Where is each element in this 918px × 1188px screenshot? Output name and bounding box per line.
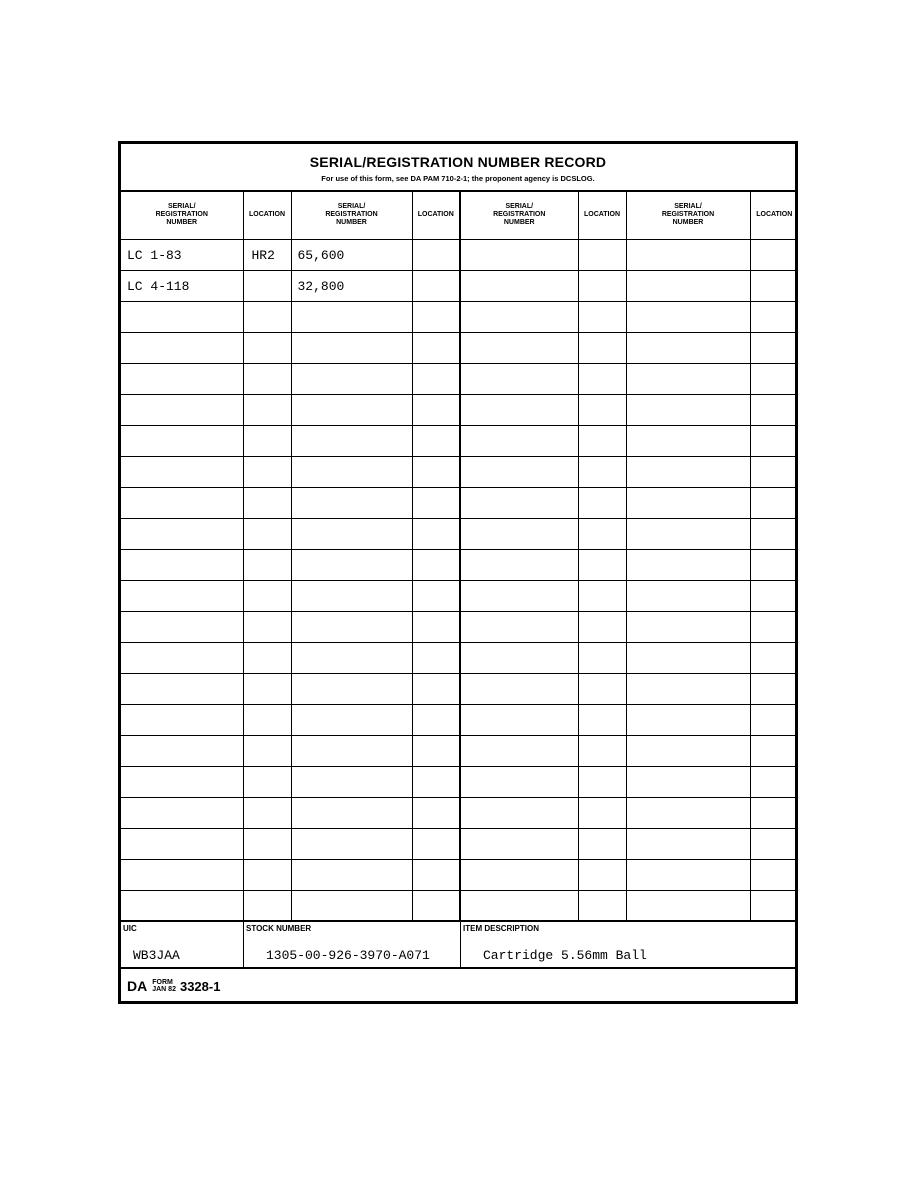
- location-cell[interactable]: [750, 395, 798, 426]
- serial-cell[interactable]: [121, 426, 243, 457]
- serial-cell[interactable]: [626, 860, 750, 891]
- serial-cell[interactable]: [291, 333, 412, 364]
- serial-cell[interactable]: [626, 395, 750, 426]
- table-row: [121, 674, 798, 705]
- serial-cell[interactable]: [291, 457, 412, 488]
- stock-number-field[interactable]: 1305-00-926-3970-A071: [266, 948, 430, 963]
- serial-cell[interactable]: [460, 829, 578, 860]
- table-row: [121, 860, 798, 891]
- table-row: [121, 612, 798, 643]
- location-cell[interactable]: [750, 705, 798, 736]
- location-cell[interactable]: [750, 426, 798, 457]
- table-row: [121, 891, 798, 922]
- location-cell[interactable]: [243, 581, 291, 612]
- uic-field[interactable]: WB3JAA: [133, 948, 180, 963]
- location-cell[interactable]: [578, 457, 626, 488]
- location-cell[interactable]: [243, 333, 291, 364]
- location-cell[interactable]: [243, 302, 291, 333]
- serial-cell[interactable]: [460, 302, 578, 333]
- serial-cell[interactable]: [626, 302, 750, 333]
- serial-cell[interactable]: [121, 736, 243, 767]
- location-cell[interactable]: [412, 488, 460, 519]
- serial-cell[interactable]: [121, 798, 243, 829]
- header-row: [121, 191, 798, 240]
- location-cell[interactable]: [243, 519, 291, 550]
- location-cell[interactable]: [750, 829, 798, 860]
- location-cell[interactable]: [578, 426, 626, 457]
- location-cell[interactable]: [412, 705, 460, 736]
- record-table: [121, 190, 798, 922]
- uic-block: [121, 922, 243, 967]
- location-cell[interactable]: [750, 674, 798, 705]
- table-row: [121, 240, 798, 271]
- serial-cell[interactable]: [626, 426, 750, 457]
- serial-cell[interactable]: [626, 736, 750, 767]
- location-cell[interactable]: [578, 519, 626, 550]
- location-cell[interactable]: [412, 581, 460, 612]
- location-header: LOCATION: [243, 191, 291, 240]
- form-header: [121, 144, 795, 192]
- serial-cell[interactable]: [460, 488, 578, 519]
- serial-cell[interactable]: [121, 519, 243, 550]
- location-cell[interactable]: [243, 271, 291, 302]
- location-cell[interactable]: [750, 736, 798, 767]
- location-cell[interactable]: [412, 519, 460, 550]
- serial-cell[interactable]: [460, 550, 578, 581]
- location-cell[interactable]: [750, 643, 798, 674]
- stock-number-block: [243, 922, 460, 967]
- serial-cell[interactable]: [121, 302, 243, 333]
- serial-cell[interactable]: [291, 829, 412, 860]
- location-cell[interactable]: [412, 891, 460, 922]
- item-description-field[interactable]: Cartridge 5.56mm Ball: [483, 948, 647, 963]
- location-cell[interactable]: [750, 891, 798, 922]
- location-cell[interactable]: [412, 240, 460, 271]
- location-cell[interactable]: [578, 581, 626, 612]
- location-cell[interactable]: [412, 612, 460, 643]
- location-cell[interactable]: [750, 581, 798, 612]
- serial-cell[interactable]: [291, 736, 412, 767]
- form-subtitle: For use of this form, see DA PAM 710-2-1; the proponent agency is DCSLOG.: [321, 174, 595, 183]
- location-cell[interactable]: [750, 457, 798, 488]
- serial-cell[interactable]: [460, 891, 578, 922]
- serial-cell[interactable]: [291, 674, 412, 705]
- serial-cell[interactable]: [626, 643, 750, 674]
- serial-cell[interactable]: [460, 457, 578, 488]
- serial-header: SERIAL/ REGISTRATION NUMBER: [626, 191, 750, 240]
- serial-cell[interactable]: [626, 612, 750, 643]
- serial-cell[interactable]: [626, 364, 750, 395]
- location-cell[interactable]: [412, 829, 460, 860]
- serial-header: SERIAL/ REGISTRATION NUMBER: [291, 191, 412, 240]
- serial-cell[interactable]: [626, 240, 750, 271]
- serial-cell[interactable]: [460, 643, 578, 674]
- form-number: [127, 976, 220, 996]
- location-cell[interactable]: [243, 550, 291, 581]
- serial-cell[interactable]: [291, 891, 412, 922]
- form-date: JAN 82: [152, 986, 176, 993]
- table-row: [121, 271, 798, 302]
- serial-cell[interactable]: [291, 767, 412, 798]
- location-header: LOCATION: [412, 191, 460, 240]
- serial-cell[interactable]: [460, 395, 578, 426]
- serial-cell[interactable]: [626, 550, 750, 581]
- item-description-label: ITEM DESCRIPTION: [463, 924, 540, 933]
- serial-cell[interactable]: [291, 519, 412, 550]
- serial-cell[interactable]: [121, 891, 243, 922]
- location-cell[interactable]: [578, 767, 626, 798]
- serial-cell[interactable]: [626, 333, 750, 364]
- serial-cell[interactable]: [626, 581, 750, 612]
- serial-cell[interactable]: [626, 829, 750, 860]
- location-cell[interactable]: [412, 674, 460, 705]
- table-row: [121, 550, 798, 581]
- serial-cell[interactable]: [121, 364, 243, 395]
- location-cell[interactable]: [412, 798, 460, 829]
- location-cell[interactable]: [750, 271, 798, 302]
- location-cell[interactable]: [578, 643, 626, 674]
- location-cell[interactable]: [412, 860, 460, 891]
- location-cell[interactable]: [243, 767, 291, 798]
- location-cell[interactable]: [243, 364, 291, 395]
- serial-cell[interactable]: [460, 271, 578, 302]
- form-id-number: 3328-1: [179, 978, 221, 994]
- serial-cell[interactable]: [291, 550, 412, 581]
- location-cell[interactable]: HR2: [243, 240, 291, 271]
- serial-cell[interactable]: [291, 860, 412, 891]
- serial-cell[interactable]: [291, 643, 412, 674]
- location-cell[interactable]: [750, 302, 798, 333]
- table-row: [121, 519, 798, 550]
- location-cell[interactable]: [243, 705, 291, 736]
- table-row: [121, 488, 798, 519]
- serial-cell[interactable]: [626, 674, 750, 705]
- table-row: [121, 302, 798, 333]
- location-cell[interactable]: [412, 550, 460, 581]
- serial-cell[interactable]: [121, 674, 243, 705]
- serial-registration-form: [118, 141, 798, 1004]
- location-header: LOCATION: [578, 191, 626, 240]
- serial-cell[interactable]: [291, 426, 412, 457]
- location-cell[interactable]: [243, 860, 291, 891]
- serial-cell[interactable]: [626, 519, 750, 550]
- serial-cell[interactable]: [626, 705, 750, 736]
- location-cell[interactable]: [243, 891, 291, 922]
- location-header: LOCATION: [750, 191, 798, 240]
- location-cell[interactable]: [578, 798, 626, 829]
- serial-cell[interactable]: [291, 612, 412, 643]
- location-cell[interactable]: [412, 767, 460, 798]
- serial-cell[interactable]: [460, 860, 578, 891]
- location-cell[interactable]: [750, 767, 798, 798]
- location-cell[interactable]: [578, 271, 626, 302]
- serial-cell[interactable]: [121, 333, 243, 364]
- serial-cell[interactable]: [291, 302, 412, 333]
- location-cell[interactable]: [578, 612, 626, 643]
- serial-cell[interactable]: [626, 891, 750, 922]
- location-cell[interactable]: [578, 364, 626, 395]
- serial-cell[interactable]: [460, 519, 578, 550]
- location-cell[interactable]: [578, 860, 626, 891]
- serial-cell[interactable]: [460, 767, 578, 798]
- form-word: FORM: [152, 979, 173, 986]
- location-cell[interactable]: [578, 302, 626, 333]
- serial-cell[interactable]: [460, 705, 578, 736]
- table-row: [121, 333, 798, 364]
- serial-cell[interactable]: [121, 488, 243, 519]
- table-row: [121, 457, 798, 488]
- serial-cell[interactable]: [291, 364, 412, 395]
- location-cell[interactable]: [412, 736, 460, 767]
- serial-header: SERIAL/ REGISTRATION NUMBER: [121, 191, 243, 240]
- item-description-block: [460, 922, 798, 967]
- location-cell[interactable]: [578, 395, 626, 426]
- serial-cell[interactable]: LC 1-83: [121, 240, 243, 271]
- uic-label: UIC: [123, 924, 137, 933]
- location-cell[interactable]: [578, 736, 626, 767]
- serial-cell[interactable]: [121, 643, 243, 674]
- record-body: [121, 240, 798, 922]
- serial-cell[interactable]: [460, 364, 578, 395]
- da-mark: DA: [127, 978, 148, 994]
- serial-cell[interactable]: [121, 767, 243, 798]
- location-cell[interactable]: [243, 426, 291, 457]
- location-cell[interactable]: [412, 395, 460, 426]
- table-row: [121, 829, 798, 860]
- location-cell[interactable]: [750, 364, 798, 395]
- form-title: SERIAL/REGISTRATION NUMBER RECORD: [309, 154, 607, 170]
- location-cell[interactable]: [750, 612, 798, 643]
- location-cell[interactable]: [243, 457, 291, 488]
- location-cell[interactable]: [750, 488, 798, 519]
- serial-cell[interactable]: LC 4-118: [121, 271, 243, 302]
- serial-cell[interactable]: [121, 581, 243, 612]
- serial-cell[interactable]: [291, 488, 412, 519]
- location-cell[interactable]: [243, 395, 291, 426]
- location-cell[interactable]: [750, 860, 798, 891]
- serial-cell[interactable]: [626, 457, 750, 488]
- location-cell[interactable]: [578, 240, 626, 271]
- location-cell[interactable]: [750, 550, 798, 581]
- table-row: [121, 736, 798, 767]
- location-cell[interactable]: [412, 643, 460, 674]
- table-row: [121, 643, 798, 674]
- location-cell[interactable]: [578, 705, 626, 736]
- location-cell[interactable]: [243, 612, 291, 643]
- table-row: [121, 426, 798, 457]
- serial-cell[interactable]: 65,600: [291, 240, 412, 271]
- location-cell[interactable]: [412, 302, 460, 333]
- location-cell[interactable]: [243, 798, 291, 829]
- serial-cell[interactable]: [460, 612, 578, 643]
- table-row: [121, 767, 798, 798]
- location-cell[interactable]: [750, 519, 798, 550]
- serial-cell[interactable]: 32,800: [291, 271, 412, 302]
- serial-cell[interactable]: [626, 271, 750, 302]
- location-cell[interactable]: [243, 488, 291, 519]
- serial-cell[interactable]: [121, 705, 243, 736]
- serial-cell[interactable]: [121, 860, 243, 891]
- serial-cell[interactable]: [121, 829, 243, 860]
- table-row: [121, 395, 798, 426]
- location-cell[interactable]: [243, 829, 291, 860]
- location-cell[interactable]: [412, 333, 460, 364]
- serial-cell[interactable]: [460, 798, 578, 829]
- serial-cell[interactable]: [291, 581, 412, 612]
- serial-cell[interactable]: [460, 240, 578, 271]
- serial-header: SERIAL/ REGISTRATION NUMBER: [460, 191, 578, 240]
- location-cell[interactable]: [750, 240, 798, 271]
- serial-cell[interactable]: [460, 674, 578, 705]
- location-cell[interactable]: [412, 364, 460, 395]
- serial-cell[interactable]: [626, 798, 750, 829]
- location-cell[interactable]: [243, 674, 291, 705]
- serial-cell[interactable]: [460, 333, 578, 364]
- serial-cell[interactable]: [626, 767, 750, 798]
- location-cell[interactable]: [578, 674, 626, 705]
- serial-cell[interactable]: [291, 798, 412, 829]
- serial-cell[interactable]: [121, 457, 243, 488]
- serial-cell[interactable]: [460, 581, 578, 612]
- location-cell[interactable]: [578, 891, 626, 922]
- serial-cell[interactable]: [291, 705, 412, 736]
- serial-cell[interactable]: [121, 395, 243, 426]
- serial-cell[interactable]: [121, 612, 243, 643]
- table-row: [121, 581, 798, 612]
- location-cell[interactable]: [243, 736, 291, 767]
- serial-cell[interactable]: [121, 550, 243, 581]
- location-cell[interactable]: [243, 643, 291, 674]
- location-cell[interactable]: [578, 550, 626, 581]
- serial-cell[interactable]: [291, 395, 412, 426]
- location-cell[interactable]: [750, 798, 798, 829]
- location-cell[interactable]: [412, 457, 460, 488]
- serial-cell[interactable]: [626, 488, 750, 519]
- table-row: [121, 364, 798, 395]
- stock-number-label: STOCK NUMBER: [246, 924, 312, 933]
- table-row: [121, 705, 798, 736]
- location-cell[interactable]: [578, 488, 626, 519]
- location-cell[interactable]: [750, 333, 798, 364]
- serial-cell[interactable]: [460, 426, 578, 457]
- location-cell[interactable]: [412, 271, 460, 302]
- location-cell[interactable]: [578, 333, 626, 364]
- form-footer: [121, 920, 795, 969]
- table-row: [121, 798, 798, 829]
- location-cell[interactable]: [412, 426, 460, 457]
- serial-cell[interactable]: [460, 736, 578, 767]
- location-cell[interactable]: [578, 829, 626, 860]
